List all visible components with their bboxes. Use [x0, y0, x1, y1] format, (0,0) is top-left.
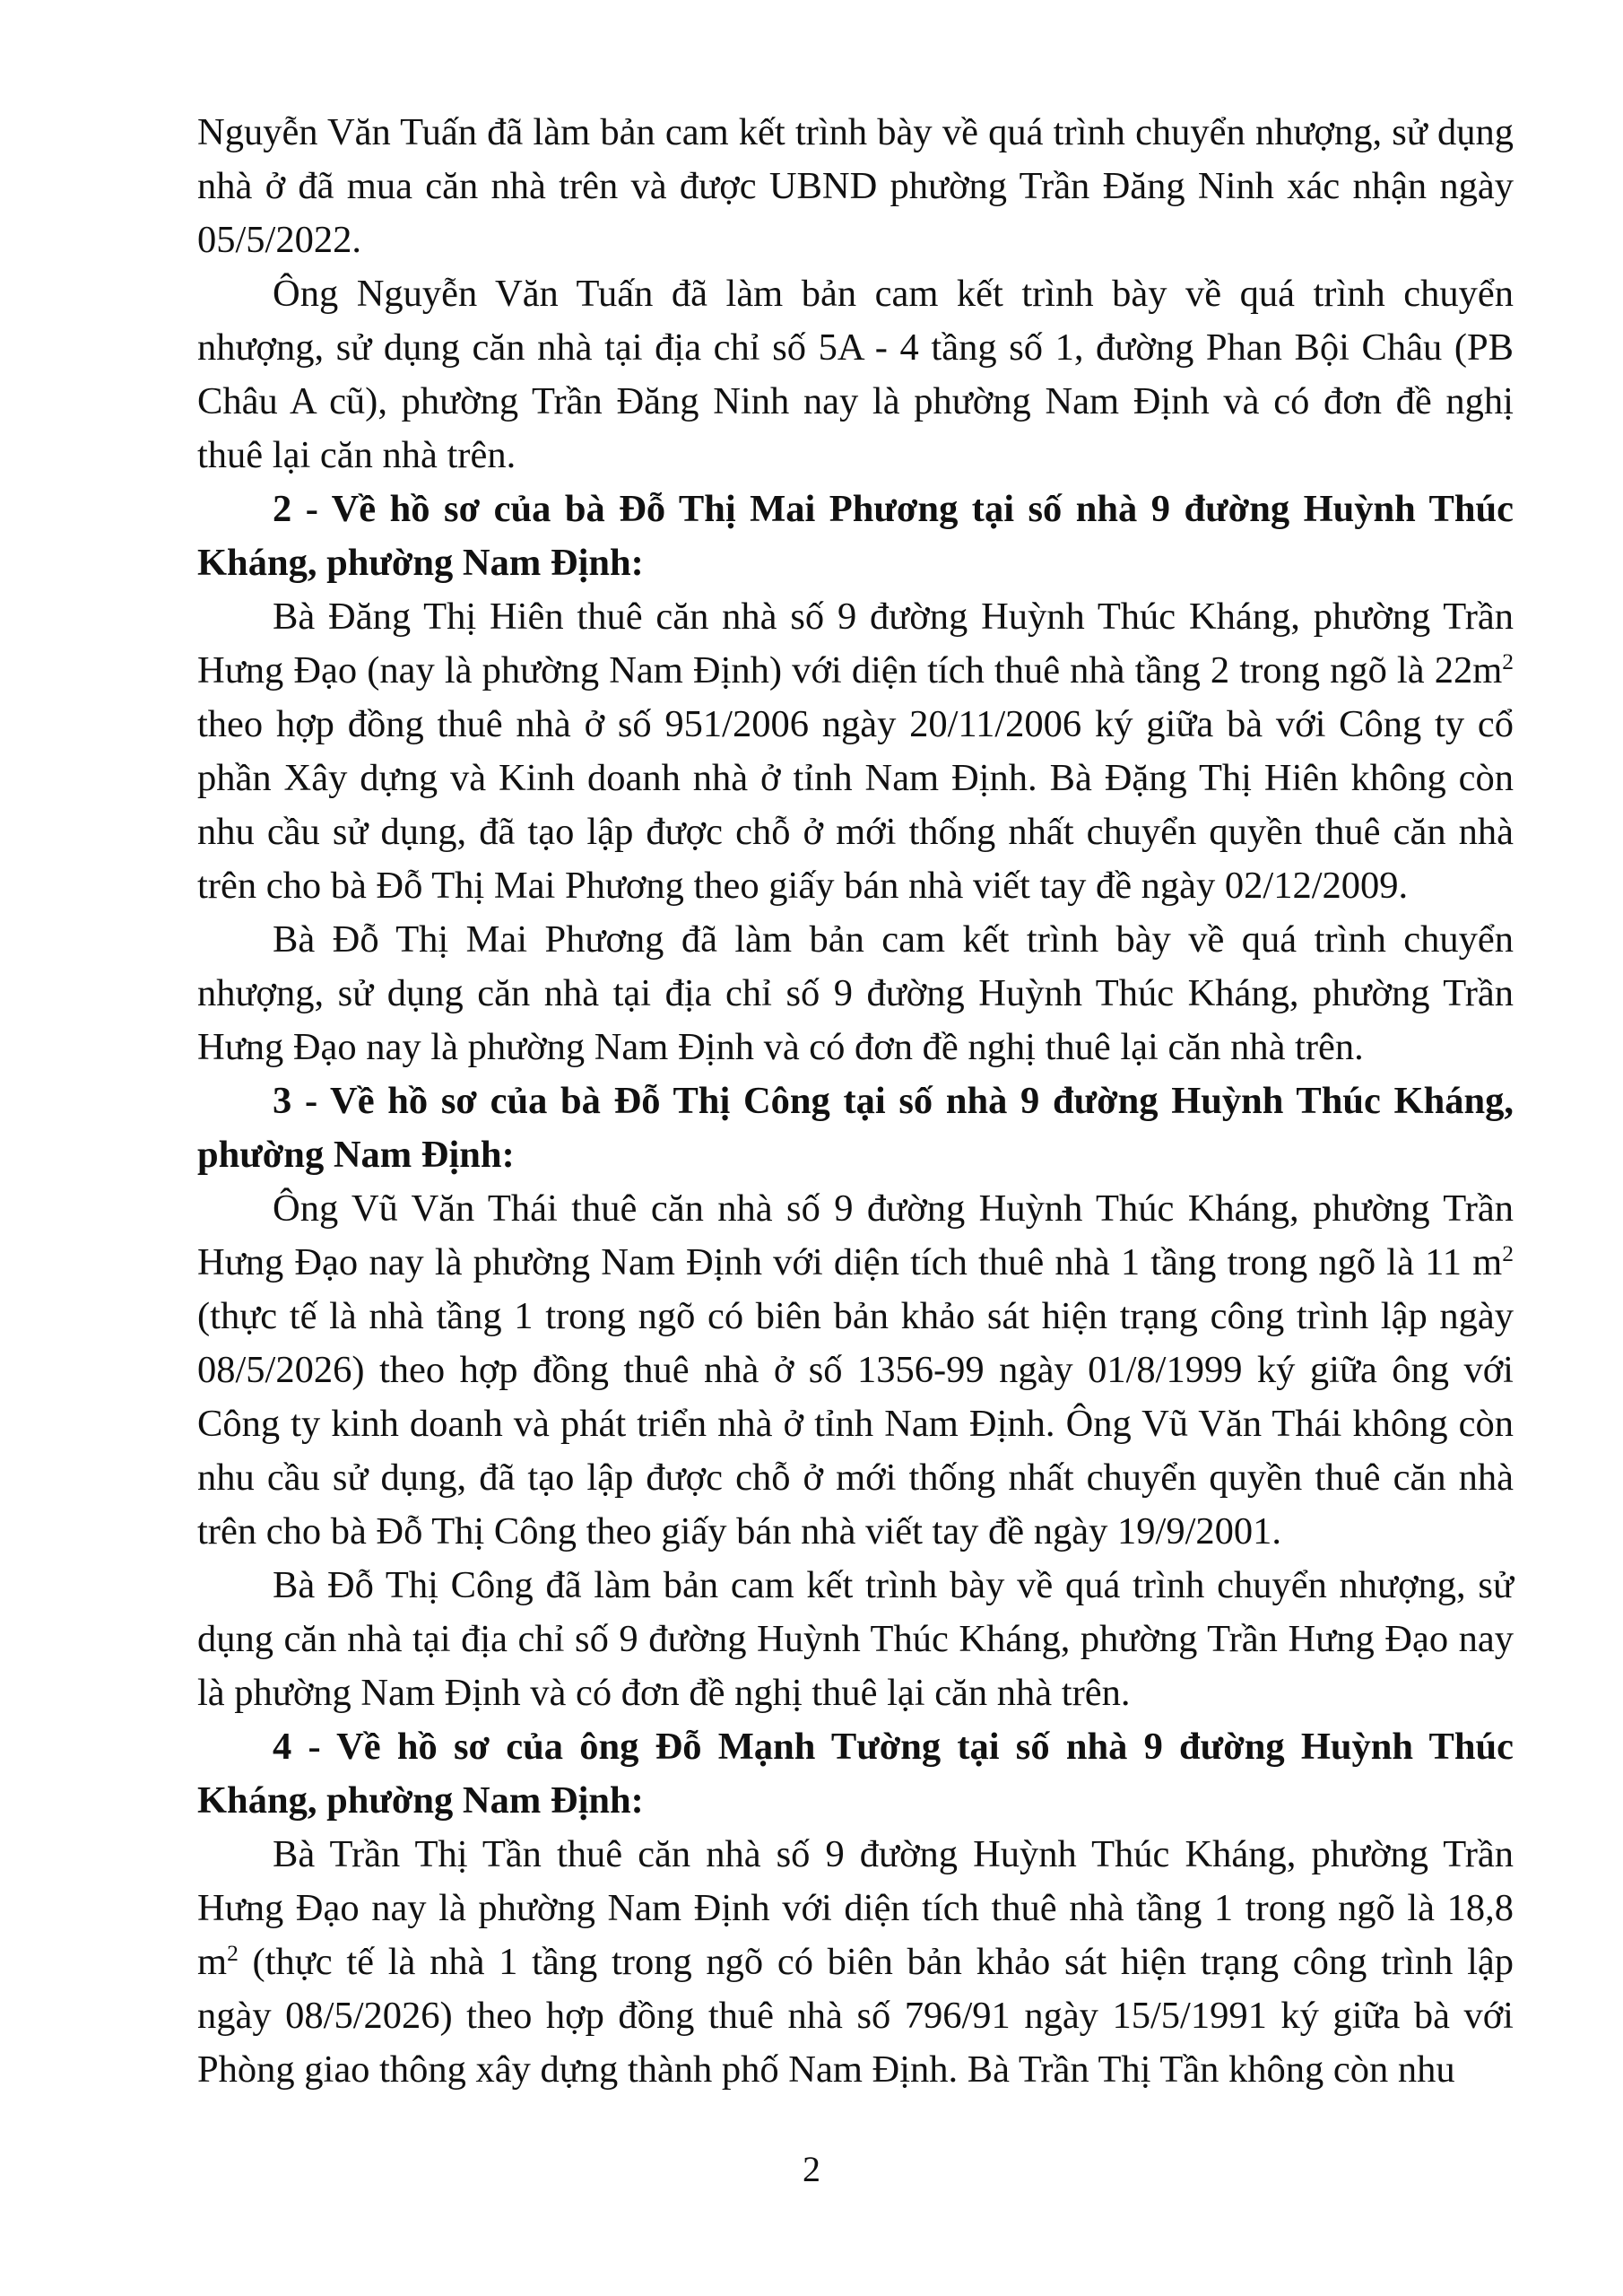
section-heading-2: 2 - Về hồ sơ của bà Đỗ Thị Mai Phương tại số nhà 9 đường Huỳnh Thúc Kháng, phường Nam Định: [197, 488, 1514, 584]
superscript: 2 [1502, 648, 1514, 674]
paragraph-text-after: theo hợp đồng thuê nhà ở số 951/2006 ngày 20/11/2006 ký giữa bà với Công ty cổ phần Xây dựng và Kinh doanh nhà ở tỉnh Nam Định. Bà Đặng Thị Hiên không còn nhu cầu sử dụng, đã tạo lập được chỗ ở mới thống nhất chuyển quyền thuê căn nhà trên cho bà Đỗ Thị Mai Phương theo giấy bán nhà viết tay đề ngày 02/12/2009. [197, 703, 1514, 907]
paragraph-text-before: Ông Vũ Văn Thái thuê căn nhà số 9 đường Huỳnh Thúc Kháng, phường Trần Hưng Đạo nay là phường Nam Định với diện tích thuê nhà 1 tầng trong ngõ là 11 m [197, 1187, 1514, 1283]
paragraph-phuong-commitment: Bà Đỗ Thị Mai Phương đã làm bản cam kết trình bày về quá trình chuyển nhượng, sử dụng căn nhà tại địa chỉ số 9 đường Huỳnh Thúc Kháng, phường Trần Hưng Đạo nay là phường Nam Định và có đơn đề nghị thuê lại căn nhà trên. [197, 918, 1514, 1068]
paragraph-text-after: (thực tế là nhà tầng 1 trong ngõ có biên bản khảo sát hiện trạng công trình lập ngày 08/5/2026) theo hợp đồng thuê nhà ở số 1356-99 ngày 01/8/1999 ký giữa ông với Công ty kinh doanh và phát triển nhà ở tỉnh Nam Định. Ông Vũ Văn Thái không còn nhu cầu sử dụng, đã tạo lập được chỗ ở mới thống nhất chuyển quyền thuê căn nhà trên cho bà Đỗ Thị Công theo giấy bán nhà viết tay đề ngày 19/9/2001. [197, 1295, 1514, 1552]
paragraph-text-before: Bà Đăng Thị Hiên thuê căn nhà số 9 đường Huỳnh Thúc Kháng, phường Trần Hưng Đạo (nay là phường Nam Định) với diện tích thuê nhà tầng 2 trong ngõ là 22m [197, 596, 1514, 691]
paragraph-text-before: Bà Trần Thị Tần thuê căn nhà số 9 đường Huỳnh Thúc Kháng, phường Trần Hưng Đạo nay là phường Nam Định với diện tích thuê nhà tầng 1 trong ngõ là 18,8 m [197, 1833, 1514, 1983]
section-heading-3: 3 - Về hồ sơ của bà Đỗ Thị Công tại số nhà 9 đường Huỳnh Thúc Kháng, phường Nam Định: [197, 1080, 1514, 1176]
section-heading-4: 4 - Về hồ sơ của ông Đỗ Mạnh Tường tại số nhà 9 đường Huỳnh Thúc Kháng, phường Nam Định: [197, 1726, 1514, 1822]
paragraph-tan-lease [197, 1828, 1514, 2097]
paragraph-tuan-commitment: Ông Nguyễn Văn Tuấn đã làm bản cam kết trình bày về quá trình chuyển nhượng, sử dụng căn nhà tại địa chỉ số 5A - 4 tầng số 1, đường Phan Bội Châu (PB Châu A cũ), phường Trần Đăng Ninh nay là phường Nam Định và có đơn đề nghị thuê lại căn nhà trên. [197, 273, 1514, 476]
superscript: 2 [1502, 1239, 1514, 1266]
paragraph-text-after: (thực tế là nhà 1 tầng trong ngõ có biên bản khảo sát hiện trạng công trình lập ngày 08/5/2026) theo hợp đồng thuê nhà số 796/91 ngày 15/5/1991 ký giữa bà với Phòng giao thông xây dựng thành phố Nam Định. Bà Trần Thị Tần không còn nhu [197, 1941, 1514, 2091]
paragraph-thai-lease [197, 1182, 1514, 1559]
paragraph-hien-lease [197, 590, 1514, 913]
paragraph-continuation: Nguyễn Văn Tuấn đã làm bản cam kết trình bày về quá trình chuyển nhượng, sử dụng nhà ở đã mua căn nhà trên và được UBND phường Trần Đăng Ninh xác nhận ngày 05/5/2022. [197, 111, 1514, 261]
page-number: 2 [803, 2149, 820, 2189]
document-page [197, 106, 1514, 2097]
paragraph-cong-commitment: Bà Đỗ Thị Công đã làm bản cam kết trình bày về quá trình chuyển nhượng, sử dụng căn nhà tại địa chỉ số 9 đường Huỳnh Thúc Kháng, phường Trần Hưng Đạo nay là phường Nam Định và có đơn đề nghị thuê lại căn nhà trên. [197, 1564, 1514, 1714]
superscript: 2 [227, 1939, 239, 1966]
